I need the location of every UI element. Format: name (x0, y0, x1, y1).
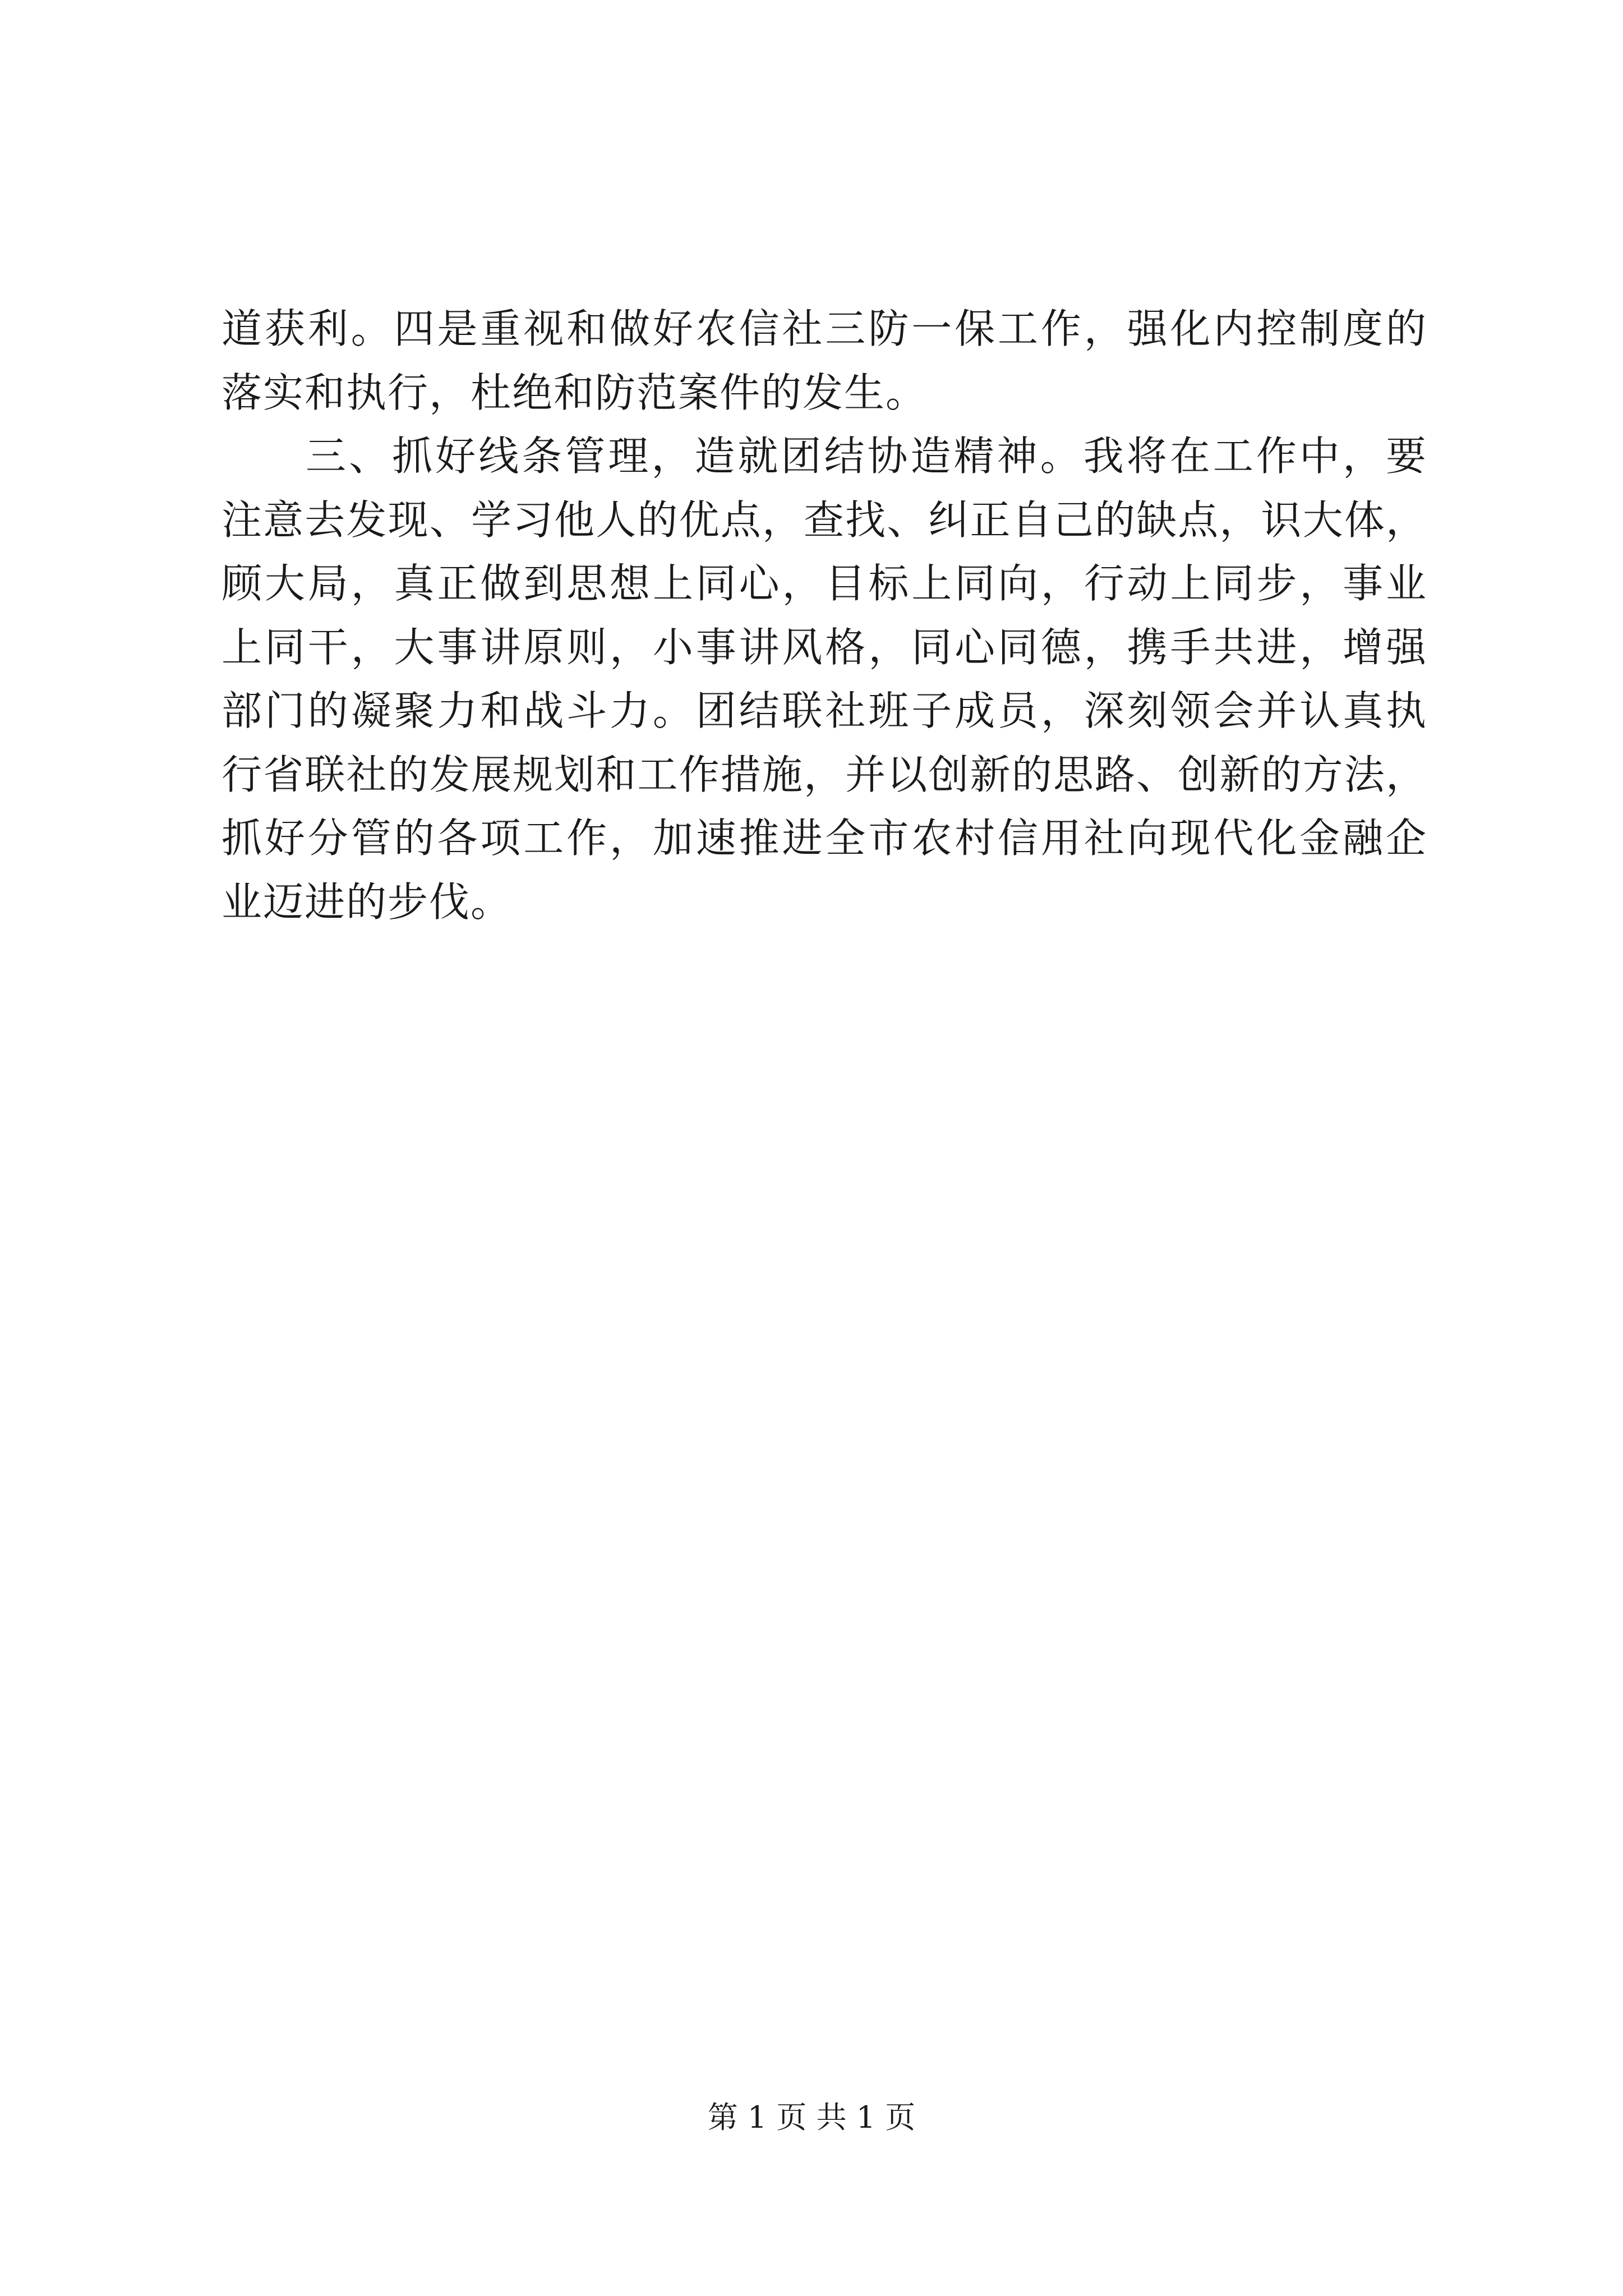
text-line: 三、抓好线条管理，造就团结协造精神。我将在工作中，要 (306, 432, 1427, 480)
paragraph-3 (222, 425, 1427, 934)
text-line: 行省联社的发展规划和工作措施，并以创新的思路、创新的方法， (222, 751, 1427, 798)
paragraph-continued (222, 297, 1427, 425)
text-line: 抓好分管的各项工作，加速推进全市农村信用社向现代化金融企 (222, 815, 1427, 862)
text-line: 注意去发现、学习他人的优点，查找、纠正自己的缺点，识大体， (222, 496, 1427, 544)
text-line: 落实和执行，杜绝和防范案件的发生。 (222, 369, 928, 416)
text-line: 道获利。四是重视和做好农信社三防一保工作，强化内控制度的 (222, 305, 1427, 352)
text-line: 部门的凝聚力和战斗力。团结联社班子成员，深刻领会并认真执 (222, 687, 1427, 734)
page-number-label: 第 1 页 共 1 页 (707, 2100, 916, 2135)
text-line: 业迈进的步伐。 (222, 878, 513, 926)
text-line: 顾大局，真正做到思想上同心，目标上同向，行动上同步，事业 (222, 560, 1427, 607)
text-line: 上同干，大事讲原则，小事讲风格，同心同德，携手共进，增强 (222, 623, 1427, 671)
document-body (222, 297, 1427, 934)
page-footer (0, 2098, 1623, 2137)
